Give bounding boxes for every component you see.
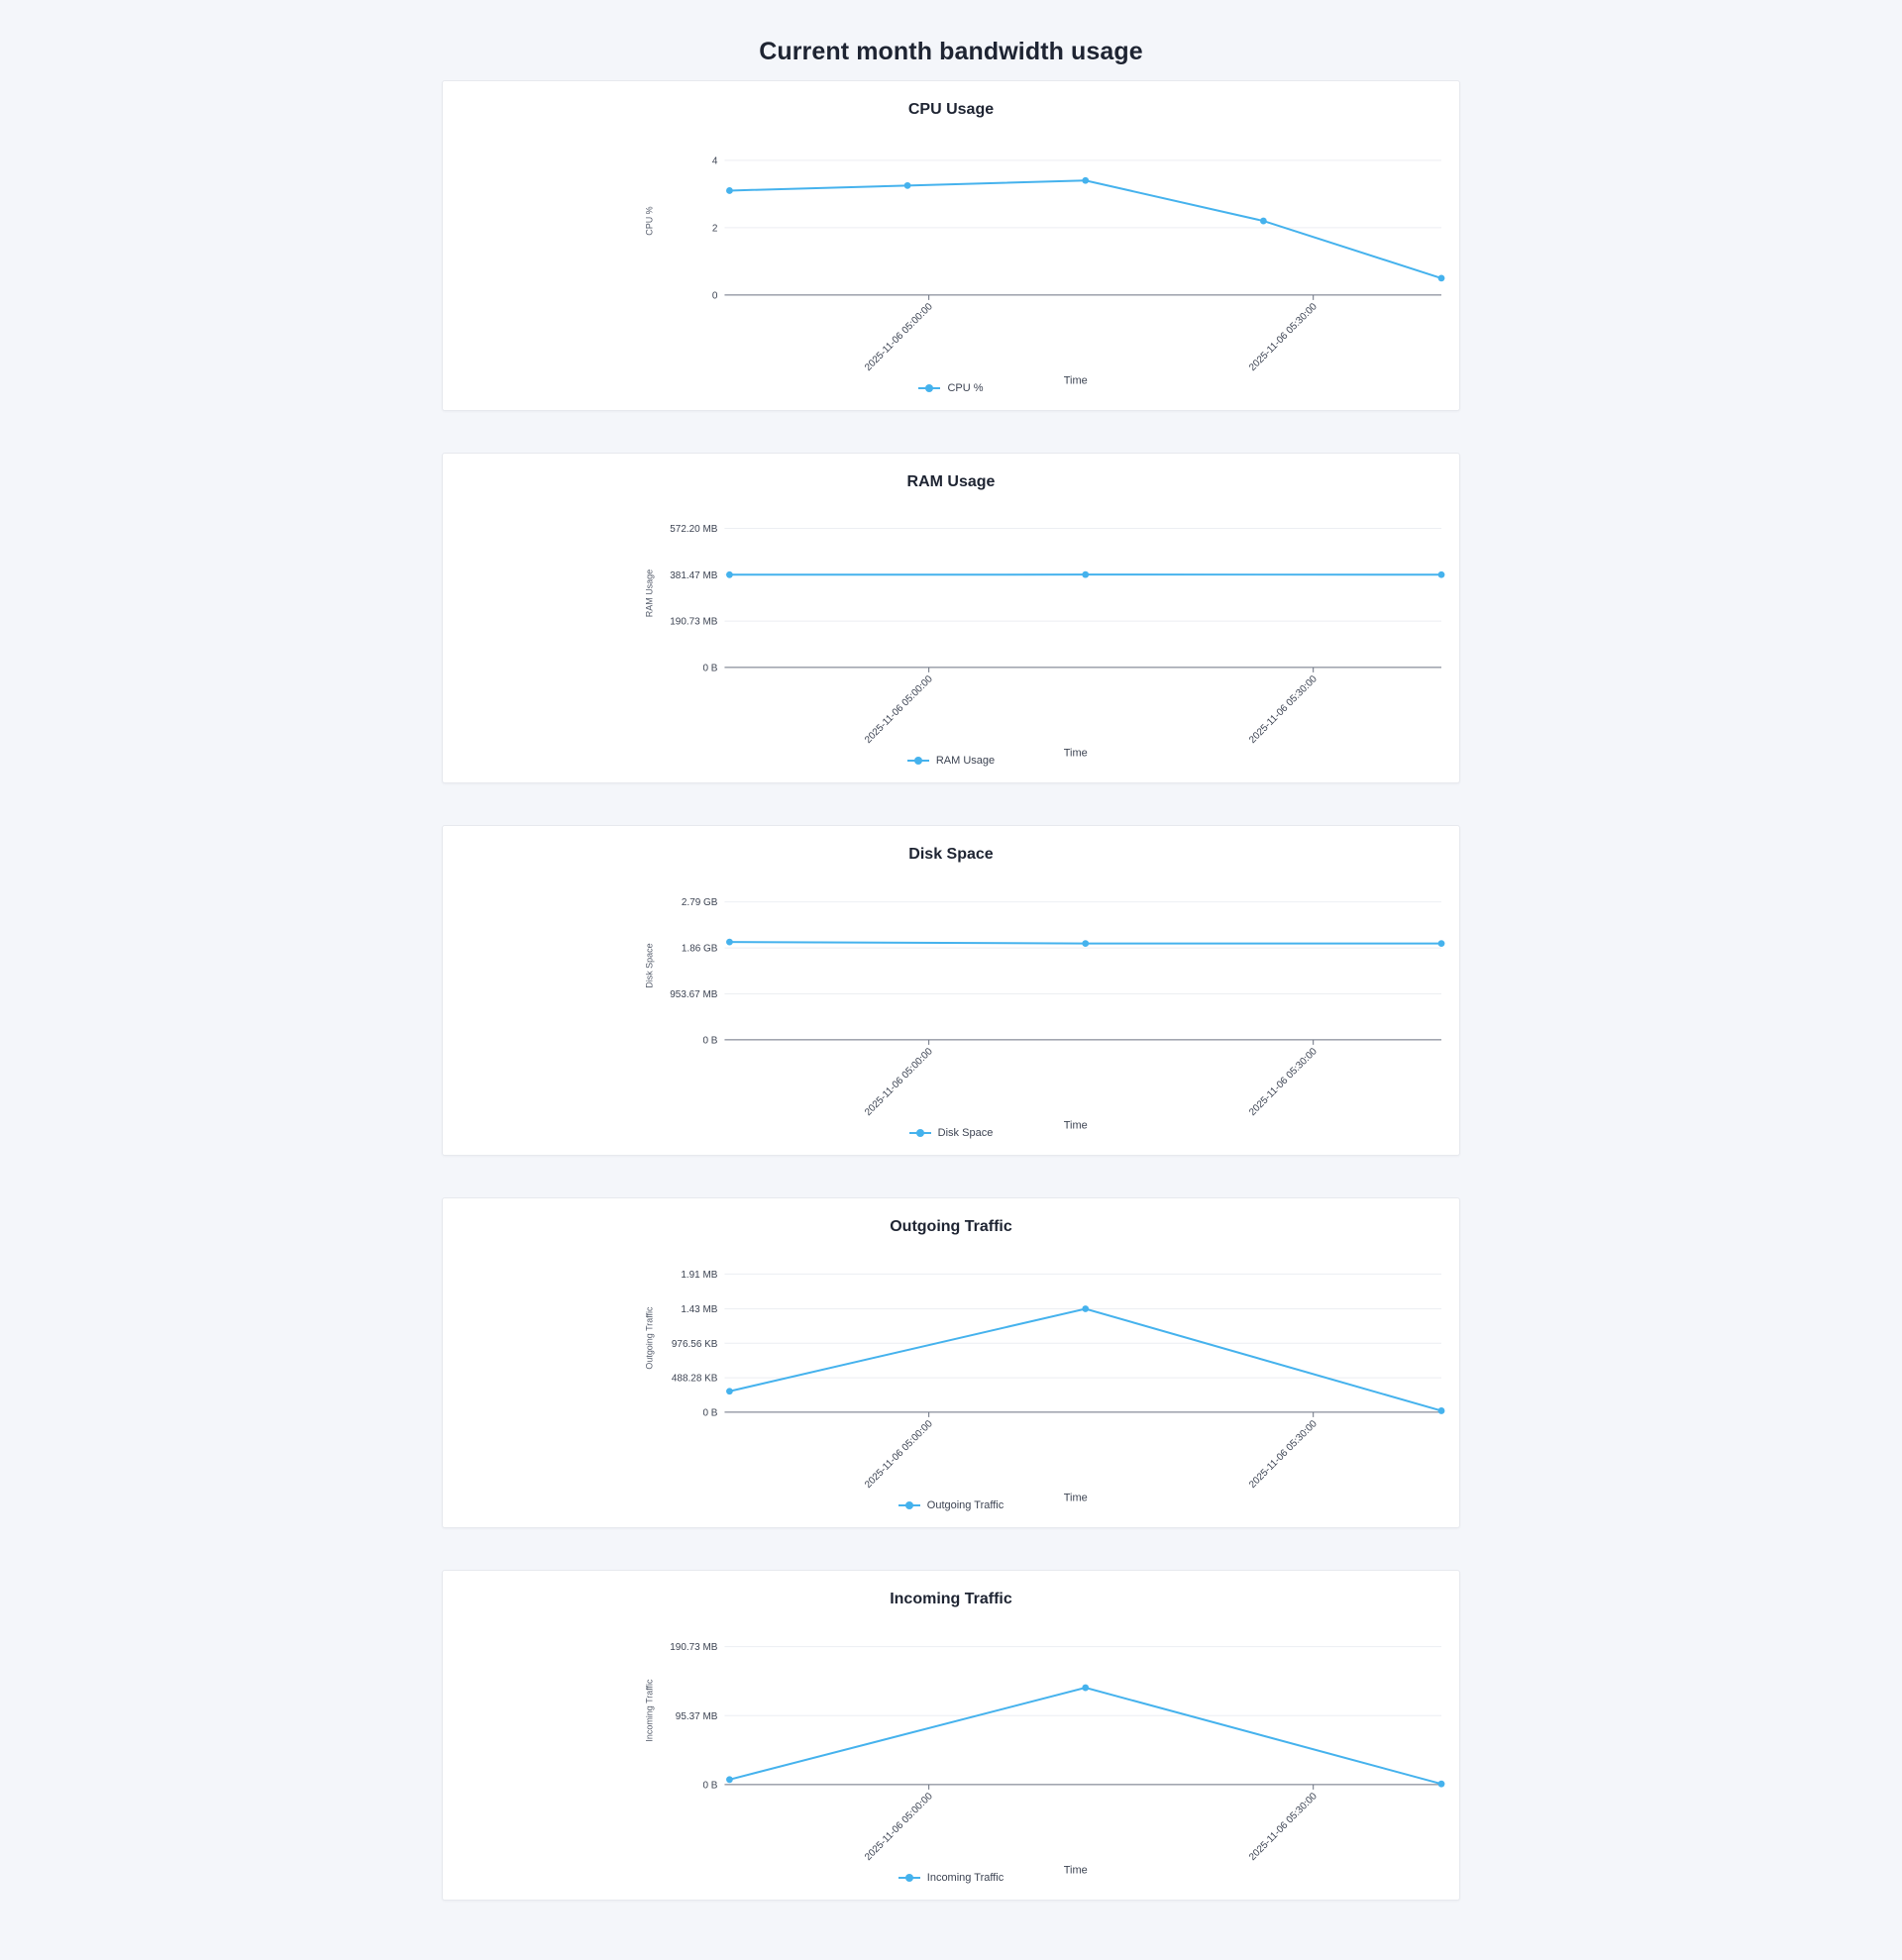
chart-legend[interactable] — [443, 1499, 1459, 1511]
y-axis-tick-label: 190.73 MB — [670, 617, 718, 628]
y-axis-tick-label: 4 — [712, 155, 718, 166]
y-axis-tick-label: 488.28 KB — [672, 1374, 718, 1385]
chart-card-disk-space — [442, 825, 1460, 1156]
x-axis-title: Time — [1064, 1493, 1088, 1504]
x-axis-tick-label: 2025-11-06 05:30:00 — [1247, 1791, 1320, 1863]
series-point[interactable] — [726, 1776, 733, 1783]
legend-label: Incoming Traffic — [927, 1872, 1004, 1884]
y-axis-tick-label: 2.79 GB — [682, 897, 718, 908]
charts-container — [0, 80, 1902, 1960]
y-axis-tick-label: 1.86 GB — [682, 944, 718, 955]
legend-label: Outgoing Traffic — [927, 1499, 1004, 1511]
chart-svg — [443, 874, 1459, 1121]
y-axis-title: Incoming Traffic — [645, 1679, 655, 1742]
chart-plot-area — [443, 501, 1459, 749]
page-title: Current month bandwidth usage — [0, 0, 1902, 80]
chart-plot-area — [443, 129, 1459, 376]
legend-marker-icon — [918, 383, 940, 393]
y-axis-title: Disk Space — [645, 943, 655, 987]
series-point[interactable] — [726, 939, 733, 946]
chart-plot-area — [443, 1246, 1459, 1494]
x-axis-tick-label: 2025-11-06 05:00:00 — [863, 301, 935, 373]
chart-legend[interactable] — [443, 382, 1459, 394]
legend-label: Disk Space — [938, 1127, 994, 1139]
y-axis-tick-label: 1.43 MB — [681, 1304, 717, 1315]
series-point[interactable] — [1082, 177, 1089, 184]
x-axis-title: Time — [1064, 748, 1088, 760]
y-axis-tick-label: 0 B — [702, 1780, 717, 1791]
series-point[interactable] — [1438, 1407, 1445, 1414]
y-axis-title: CPU % — [645, 206, 655, 235]
x-axis-tick-label: 2025-11-06 05:30:00 — [1247, 1046, 1320, 1118]
series-point[interactable] — [1438, 940, 1445, 947]
x-axis-title: Time — [1064, 375, 1088, 387]
series-point[interactable] — [1438, 275, 1445, 282]
legend-marker-icon — [898, 1873, 920, 1883]
x-axis-title: Time — [1064, 1865, 1088, 1877]
series-point[interactable] — [1438, 1781, 1445, 1788]
chart-svg — [443, 1618, 1459, 1866]
chart-plot-area — [443, 874, 1459, 1121]
chart-legend[interactable] — [443, 1127, 1459, 1139]
chart-title: Outgoing Traffic — [443, 1218, 1459, 1236]
series-line — [729, 180, 1441, 278]
y-axis-tick-label: 976.56 KB — [672, 1339, 718, 1350]
chart-svg — [443, 1246, 1459, 1494]
chart-card-outgoing-traffic — [442, 1197, 1460, 1528]
legend-marker-icon — [898, 1500, 920, 1510]
y-axis-tick-label: 0 B — [702, 1035, 717, 1046]
series-point[interactable] — [1082, 571, 1089, 578]
series-point[interactable] — [726, 571, 733, 578]
chart-svg — [443, 129, 1459, 376]
chart-card-cpu-usage — [442, 80, 1460, 411]
legend-label: CPU % — [947, 382, 983, 394]
chart-legend[interactable] — [443, 755, 1459, 767]
chart-title: Disk Space — [443, 846, 1459, 864]
series-point[interactable] — [904, 182, 911, 189]
series-line — [729, 1308, 1441, 1410]
y-axis-tick-label: 95.37 MB — [676, 1711, 718, 1722]
y-axis-title: Outgoing Traffic — [645, 1306, 655, 1370]
series-point[interactable] — [1438, 571, 1445, 578]
y-axis-tick-label: 190.73 MB — [670, 1642, 718, 1653]
y-axis-tick-label: 953.67 MB — [670, 989, 718, 1000]
y-axis-tick-label: 0 B — [702, 1407, 717, 1418]
x-axis-tick-label: 2025-11-06 05:30:00 — [1247, 673, 1320, 746]
y-axis-tick-label: 1.91 MB — [681, 1270, 717, 1281]
series-point[interactable] — [726, 1388, 733, 1394]
legend-marker-icon — [909, 1128, 931, 1138]
x-axis-tick-label: 2025-11-06 05:00:00 — [863, 1046, 935, 1118]
chart-title: RAM Usage — [443, 473, 1459, 491]
series-point[interactable] — [726, 187, 733, 194]
chart-title: CPU Usage — [443, 101, 1459, 119]
y-axis-tick-label: 0 B — [702, 663, 717, 673]
chart-plot-area — [443, 1618, 1459, 1866]
x-axis-tick-label: 2025-11-06 05:00:00 — [863, 1418, 935, 1491]
y-axis-tick-label: 572.20 MB — [670, 524, 718, 535]
x-axis-tick-label: 2025-11-06 05:00:00 — [863, 1791, 935, 1863]
x-axis-tick-label: 2025-11-06 05:00:00 — [863, 673, 935, 746]
y-axis-tick-label: 381.47 MB — [670, 570, 718, 581]
y-axis-tick-label: 0 — [712, 290, 718, 301]
x-axis-tick-label: 2025-11-06 05:30:00 — [1247, 1418, 1320, 1491]
series-point[interactable] — [1082, 940, 1089, 947]
chart-title: Incoming Traffic — [443, 1591, 1459, 1608]
y-axis-title: RAM Usage — [645, 569, 655, 617]
chart-card-incoming-traffic — [442, 1570, 1460, 1901]
series-point[interactable] — [1082, 1685, 1089, 1692]
chart-card-ram-usage — [442, 453, 1460, 783]
x-axis-title: Time — [1064, 1120, 1088, 1132]
series-line — [729, 1688, 1441, 1784]
x-axis-tick-label: 2025-11-06 05:30:00 — [1247, 301, 1320, 373]
chart-svg — [443, 501, 1459, 749]
chart-legend[interactable] — [443, 1872, 1459, 1884]
series-point[interactable] — [1082, 1305, 1089, 1312]
y-axis-tick-label: 2 — [712, 223, 718, 234]
series-point[interactable] — [1260, 218, 1267, 225]
legend-marker-icon — [907, 756, 929, 766]
legend-label: RAM Usage — [936, 755, 995, 767]
